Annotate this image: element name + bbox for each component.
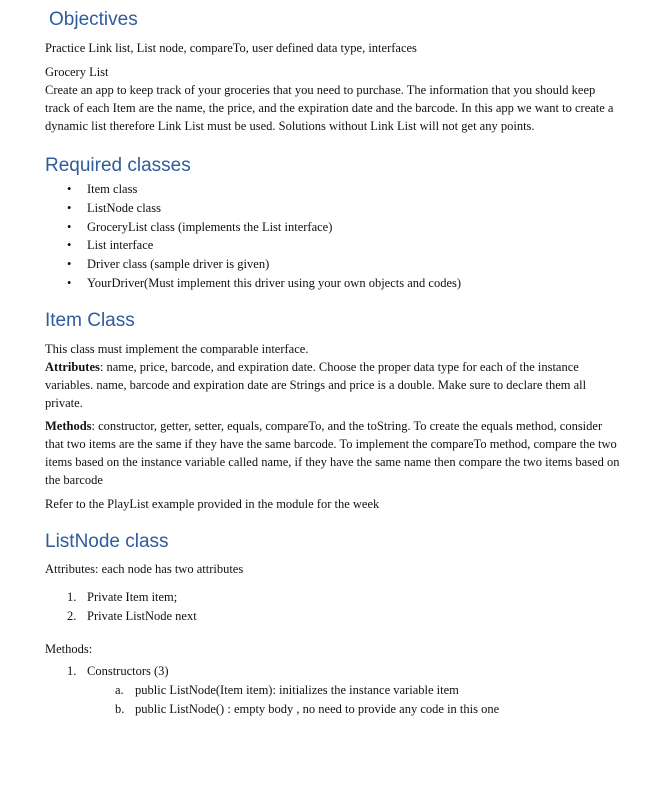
list-marker: 1.: [67, 589, 77, 604]
grocery-list-description: Create an app to keep track of your groceries that you need to purchase. The information that you should keep track of each Item are the name, the price, and the expiration date and the barcode. In this app we want to create a dynamic list therefore Link List must be used. Solutions without Link List will not get any points.: [45, 83, 614, 133]
item-class-heading: Item Class: [45, 309, 135, 331]
list-item: [45, 662, 620, 681]
list-item-text: Driver class (sample driver is given): [87, 257, 270, 272]
constructors-list: [45, 681, 620, 719]
required-classes-list: [45, 180, 620, 293]
item-class-attributes: [45, 358, 620, 412]
bullet-icon: •: [67, 200, 72, 215]
required-classes-heading: Required classes: [45, 155, 191, 176]
list-marker: a.: [115, 682, 124, 697]
methods-text: : constructor, getter, setter, equals, compareTo, and the toString. To create the equals method, consider that two items are the same if they have the same barcode. To implement the compareTo method, compare the two items based on the instance variable called name, if they have the same name then compare the two items based on the barcode: [45, 418, 620, 487]
list-item: [45, 218, 620, 237]
document-page: [45, 8, 620, 719]
list-item: [45, 255, 620, 274]
listnode-attributes-intro: Attributes: each node has two attributes: [45, 561, 244, 576]
bullet-icon: •: [67, 257, 72, 272]
methods-label: Methods: [45, 418, 92, 433]
bullet-icon: •: [67, 219, 72, 234]
list-marker: b.: [115, 701, 125, 716]
list-item-text: List interface: [87, 238, 154, 253]
list-item-text: Constructors (3): [87, 663, 169, 678]
objectives-heading: Objectives: [49, 9, 138, 30]
list-item-text: public ListNode() : empty body , no need to provide any code in this one: [135, 701, 500, 716]
attributes-label: Attributes: [45, 359, 100, 374]
list-item-text: Private Item item;: [87, 589, 178, 604]
list-item-text: Private ListNode next: [87, 608, 197, 623]
list-item: [45, 607, 620, 626]
bullet-icon: •: [67, 238, 72, 253]
list-item: [45, 199, 620, 218]
list-item: [45, 681, 620, 700]
list-item-text: GroceryList class (implements the List interface): [87, 219, 333, 234]
item-class-methods: [45, 417, 620, 489]
list-item: [45, 588, 620, 607]
listnode-attributes-list: [45, 588, 620, 626]
list-item: [45, 700, 620, 719]
list-item-text: ListNode class: [87, 200, 161, 215]
attributes-text: : name, price, barcode, and expiration date. Choose the proper data type for each of the instance variables. name, barcode and expiration date are Strings and price is a double. Make sure to declare them all private.: [45, 359, 587, 410]
playlist-reference: Refer to the PlayList example provided in the module for the week: [45, 496, 380, 511]
list-item-text: public ListNode(Item item): initializes the instance variable item: [135, 682, 459, 697]
objectives-description: Practice Link list, List node, compareTo, user defined data type, interfaces: [45, 41, 417, 55]
list-item-text: Item class: [87, 182, 138, 196]
bullet-icon: •: [67, 275, 72, 290]
bullet-icon: •: [67, 182, 72, 196]
grocery-list-title: Grocery List: [45, 65, 109, 79]
list-item: [45, 236, 620, 255]
list-item: [45, 180, 620, 199]
item-class-intro: This class must implement the comparable interface.: [45, 341, 309, 356]
listnode-methods-label: Methods:: [45, 641, 93, 656]
listnode-methods-list: [45, 662, 620, 681]
list-item: [45, 274, 620, 293]
listnode-class-heading: ListNode class: [45, 530, 169, 552]
list-marker: 1.: [67, 663, 77, 678]
list-marker: 2.: [67, 608, 77, 623]
list-item-text: YourDriver(Must implement this driver using your own objects and codes): [87, 275, 462, 290]
